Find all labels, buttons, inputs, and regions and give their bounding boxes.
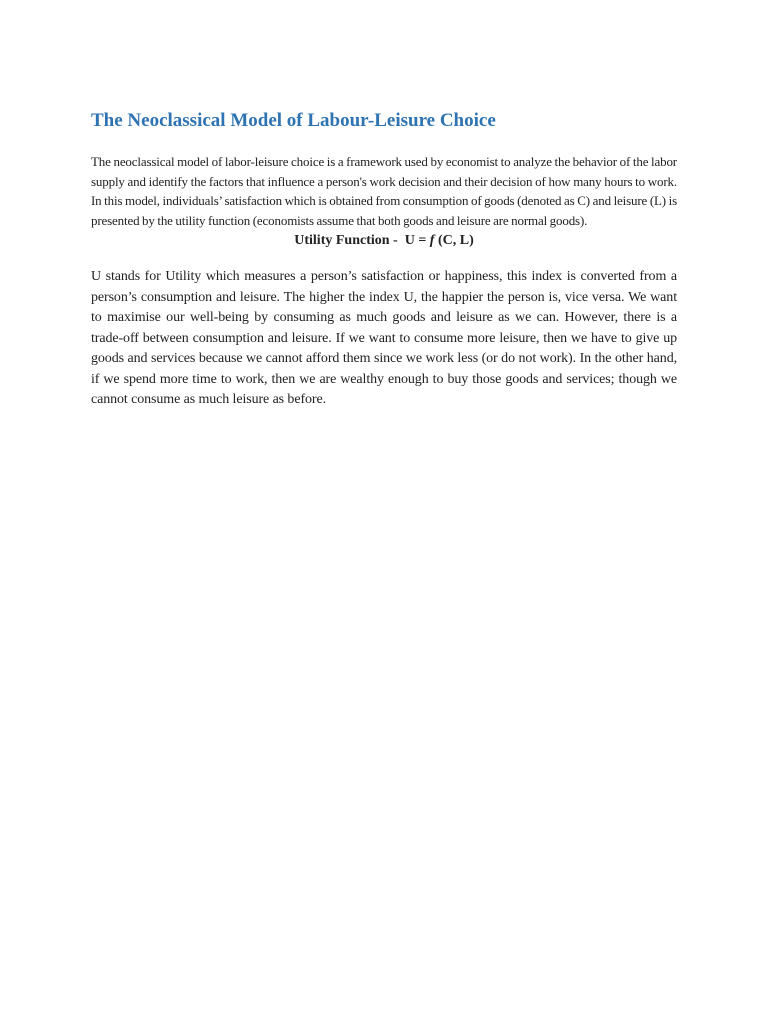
utility-function-formula	[91, 230, 677, 252]
formula-function-symbol: f	[429, 233, 435, 248]
utility-explanation-paragraph: U stands for Utility which measures a person’s satisfaction or happiness, this index is converted from a person’s consumption and leisure. The higher the index U, the happier the person is, vice versa. We want to maximise our well-being by consuming as much goods and leisure as we can. However, there is a trade-off between consumption and leisure. If we want to consume more leisure, then we have to give up goods and services because we cannot afford them since we work less (or do not work). In the other hand, if we spend more time to work, then we are wealthy enough to buy those goods and services; though we cannot consume as much leisure as before.	[91, 269, 677, 407]
formula-arguments: (C, L)	[434, 233, 474, 248]
document-title: The Neoclassical Model of Labour-Leisure Choice	[91, 110, 496, 131]
intro-paragraph: The neoclassical model of labor-leisure choice is a framework used by economist to analyze the behavior of the labor supply and identify the factors that influence a person's work decision and their decision of how many hours to work. In this model, individuals’ satisfaction which is obtained from consumption of goods (denoted as C) and leisure (L) is presented by the utility function (economists assume that both goods and leisure are normal goods).	[91, 154, 677, 228]
formula-lhs: U =	[404, 233, 430, 248]
formula-label: Utility Function -	[294, 233, 405, 248]
